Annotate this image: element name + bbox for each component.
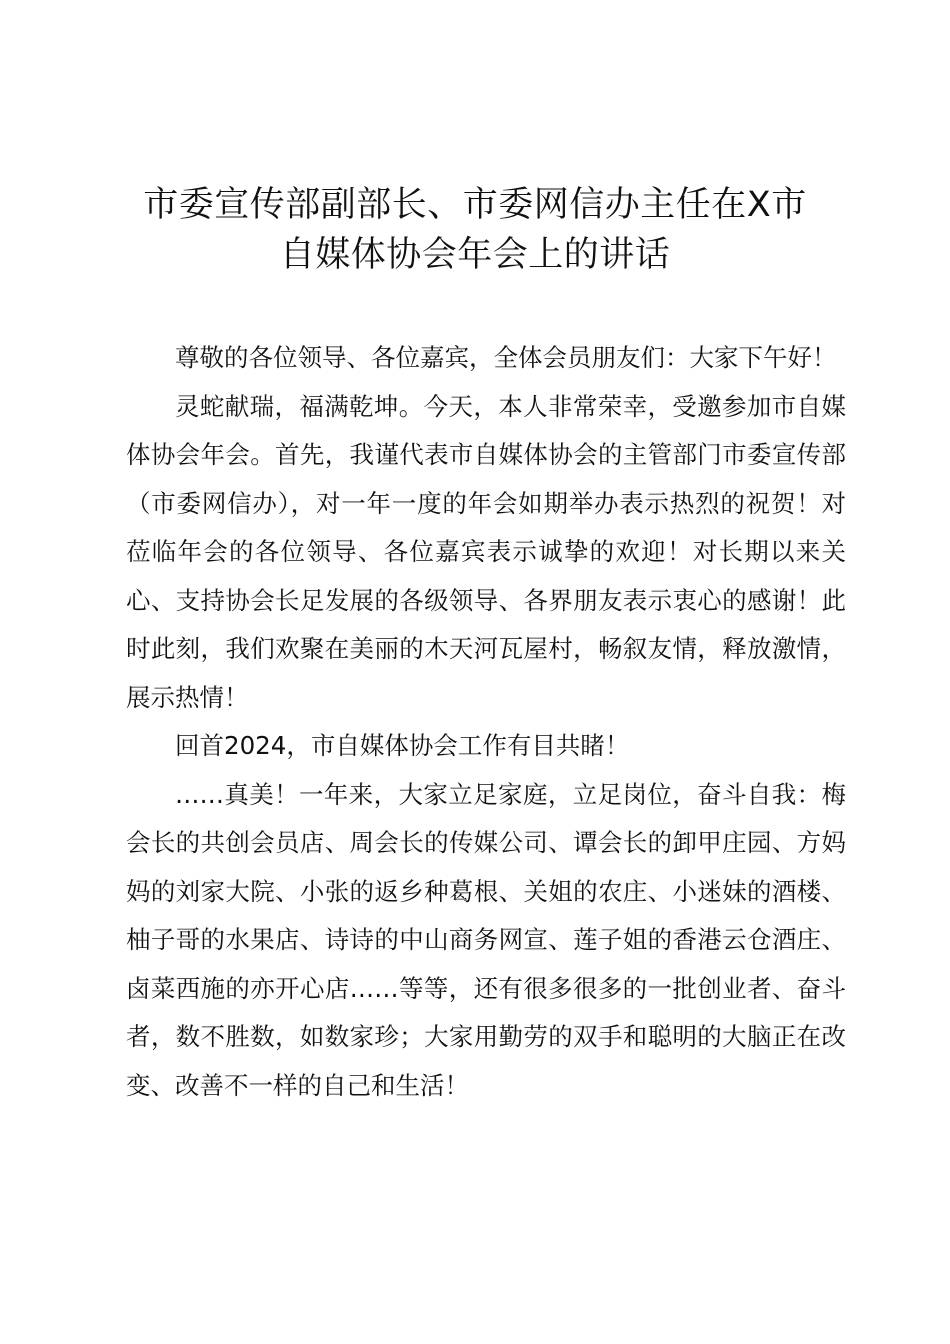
title-line-2: 自媒体协会年会上的讲话 xyxy=(279,235,671,275)
document-body xyxy=(126,334,846,1110)
paragraph-review: 回首2024，市自媒体协会工作有目共睹！ xyxy=(175,731,630,760)
document-title xyxy=(100,180,850,280)
paragraph-greeting: 尊敬的各位领导、各位嘉宾，全体会员朋友们：大家下午好！ xyxy=(175,343,837,372)
title-line-1: 市委宣传部副部长、市委网信办主任在X市 xyxy=(143,185,807,225)
paragraph-opening: 灵蛇献瑞，福满乾坤。今天，本人非常荣幸，受邀参加市自媒体协会年会。首先，我谨代表市自媒体协会的主管部门市委宣传部（市委网信办），对一年一度的年会如期举办表示热烈的祝贺！对莅临年会的各位领导、各位嘉宾表示诚挚的欢迎！对长期以来关心、支持协会长足发展的各级领导、各界朋友表示衷心的感谢！此时此刻，我们欢聚在美丽的木天河瓦屋村，畅叙友情，释放激情，展示热情！ xyxy=(126,391,846,712)
paragraph-achievements: ……真美！一年来，大家立足家庭，立足岗位，奋斗自我：梅会长的共创会员店、周会长的传媒公司、谭会长的卸甲庄园、方妈妈的刘家大院、小张的返乡种葛根、关姐的农庄、小迷妹的酒楼、柚子哥的水果店、诗诗的中山商务网宣、莲子姐的香港云仓酒庄、卤菜西施的亦开心店……等等，还有很多很多的一批创业者、奋斗者，数不胜数，如数家珍；大家用勤劳的双手和聪明的大脑正在改变、改善不一样的自己和生活！ xyxy=(126,779,846,1100)
